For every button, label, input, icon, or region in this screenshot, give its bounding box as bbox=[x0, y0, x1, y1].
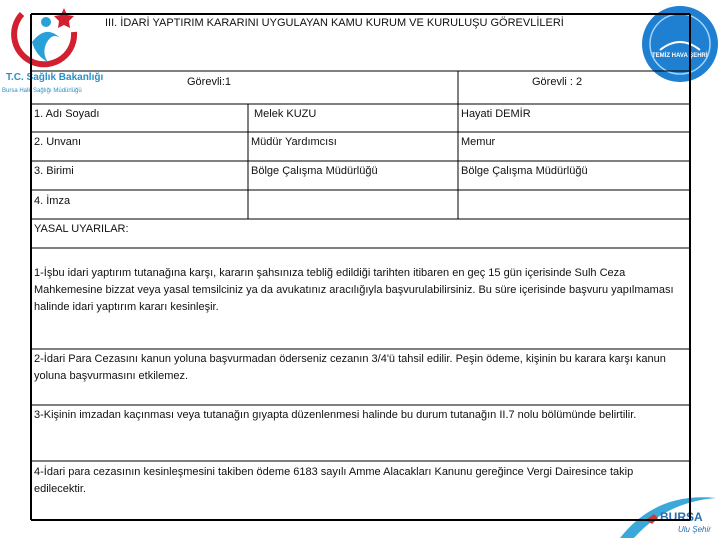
legal-warning-1: 1-İşbu idari yaptırım tutanağına karşı, kararın şahsınıza tebliğ edildiği tarihten itibaren en geç 15 gün içerisinde Sulh Ceza Mahkemesine bizzat veya yasal temsilciniz ya da avukatınız aracılığıyla başvurulabilirsiniz. Bu süre içerisinde başvuru yapılmaması halinde idari yaptırım kararı kesinleşir. bbox=[34, 267, 674, 313]
clean-air-city-text: TEMİZ HAVA ŞEHRİ bbox=[652, 53, 708, 59]
directorate-name: Bursa Halk Sağlığı Müdürlüğü bbox=[2, 88, 82, 94]
row-signature-label: 4. İmza bbox=[34, 195, 71, 207]
officer-2-heading: Görevli : 2 bbox=[532, 76, 583, 88]
officer-1-heading: Görevli:1 bbox=[187, 76, 232, 88]
legal-warning-2: 2-İdari Para Cezasını kanun yoluna başvurmadan öderseniz cezanın 3/4'ü tahsil edilir. Peşin ödeme, kişinin bu karara karşı kanun yoluna başvurmasını etkilemez. bbox=[34, 353, 666, 382]
ministry-name: T.C. Sağlık Bakanlığı bbox=[6, 72, 104, 83]
legal-warning-3: 3-Kişinin imzadan kaçınması veya tutanağın gıyapta düzenlenmesi halinde bu durum tutanağın II.7 nolu bölümünde belirtilir. bbox=[34, 409, 637, 421]
row-unit-officer-2: Bölge Çalışma Müdürlüğü bbox=[461, 165, 588, 177]
row-title-label: 2. Unvanı bbox=[34, 136, 82, 148]
row-title-officer-1: Müdür Yardımcısı bbox=[251, 136, 337, 148]
row-unit-label: 3. Birimi bbox=[34, 165, 74, 177]
row-title-officer-2: Memur bbox=[461, 136, 496, 148]
bursa-name: BURSA bbox=[660, 510, 703, 524]
legal-warnings-heading: YASAL UYARILAR: bbox=[34, 223, 129, 235]
row-name-officer-2: Hayati DEMİR bbox=[461, 108, 531, 120]
row-name-label: 1. Adı Soyadı bbox=[34, 108, 100, 120]
row-name-officer-1: Melek KUZU bbox=[254, 108, 317, 120]
row-unit-officer-1: Bölge Çalışma Müdürlüğü bbox=[251, 165, 378, 177]
bursa-slogan: Ulu Şehir bbox=[678, 525, 711, 534]
page-title: III. İDARİ YAPTIRIM KARARINI UYGULAYAN KAMU KURUM VE KURULUŞU GÖREVLİLERİ bbox=[105, 17, 564, 29]
legal-warning-4: 4-İdari para cezasının kesinleşmesini takiben ödeme 6183 sayılı Amme Alacakları Kanunu gereğince Vergi Dairesince takip edilecektir. bbox=[34, 466, 634, 495]
